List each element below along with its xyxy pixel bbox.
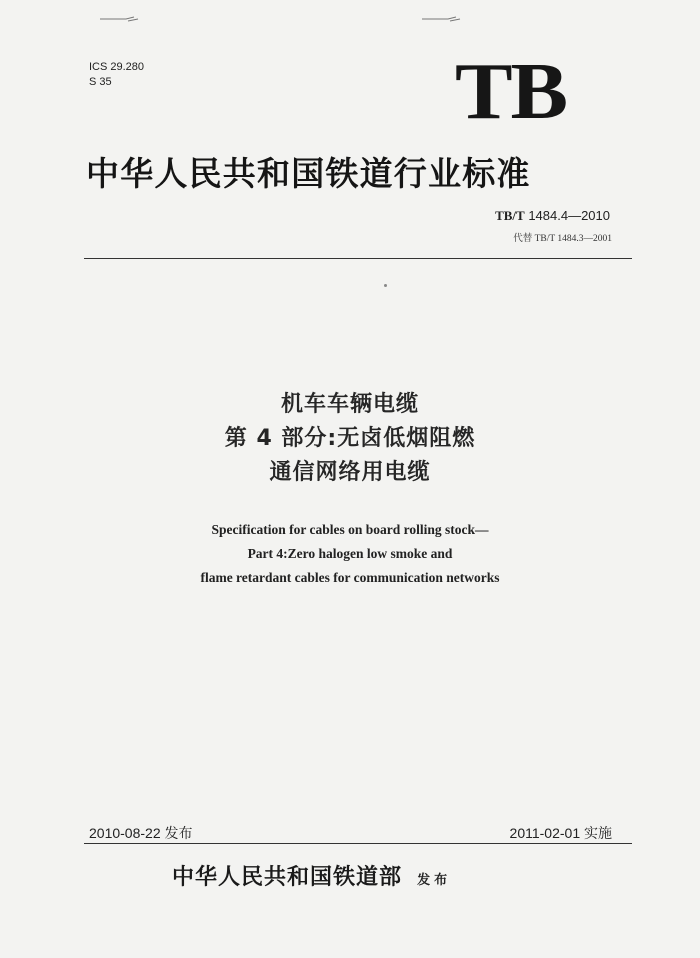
chinese-title [0,388,700,490]
category-code: S 35 [89,76,112,88]
replaces-note: 代替 TB/T 1484.3—2001 [513,234,612,244]
standard-name: 中华人民共和国铁道行业标准 [86,154,531,193]
pencil-mark-icon [98,14,140,24]
standard-code-prefix: TB/T [495,208,525,223]
english-title-line-1: Specification for cables on board rolling stock— [211,522,489,537]
header-divider [84,258,632,259]
classification-block [89,60,144,90]
speck [384,284,387,287]
publisher [172,860,451,891]
standard-code-number: 1484.4—2010 [528,208,610,223]
chinese-title-line-1: 机车车辆电缆 [280,392,419,417]
english-title [0,518,700,590]
footer-divider [84,843,632,844]
implementation-date: 2011-02-01 实施 [509,825,612,841]
english-title-line-2: Part 4:Zero halogen low smoke and [247,546,453,561]
english-title-line-3: flame retardant cables for communication networks [200,570,500,585]
chinese-title-line-2: 第 4 部分:无卤低烟阻燃 [224,426,476,451]
ics-code: ICS 29.280 [89,61,145,73]
standard-code [495,208,610,224]
issue-date: 2010-08-22 发布 [89,825,193,841]
publisher-suffix: 发布 [417,873,452,888]
tb-logo: TB [455,48,566,136]
publisher-name: 中华人民共和国铁道部 [172,864,403,890]
chinese-title-line-3: 通信网络用电缆 [269,460,431,485]
pencil-mark-icon [420,14,462,24]
